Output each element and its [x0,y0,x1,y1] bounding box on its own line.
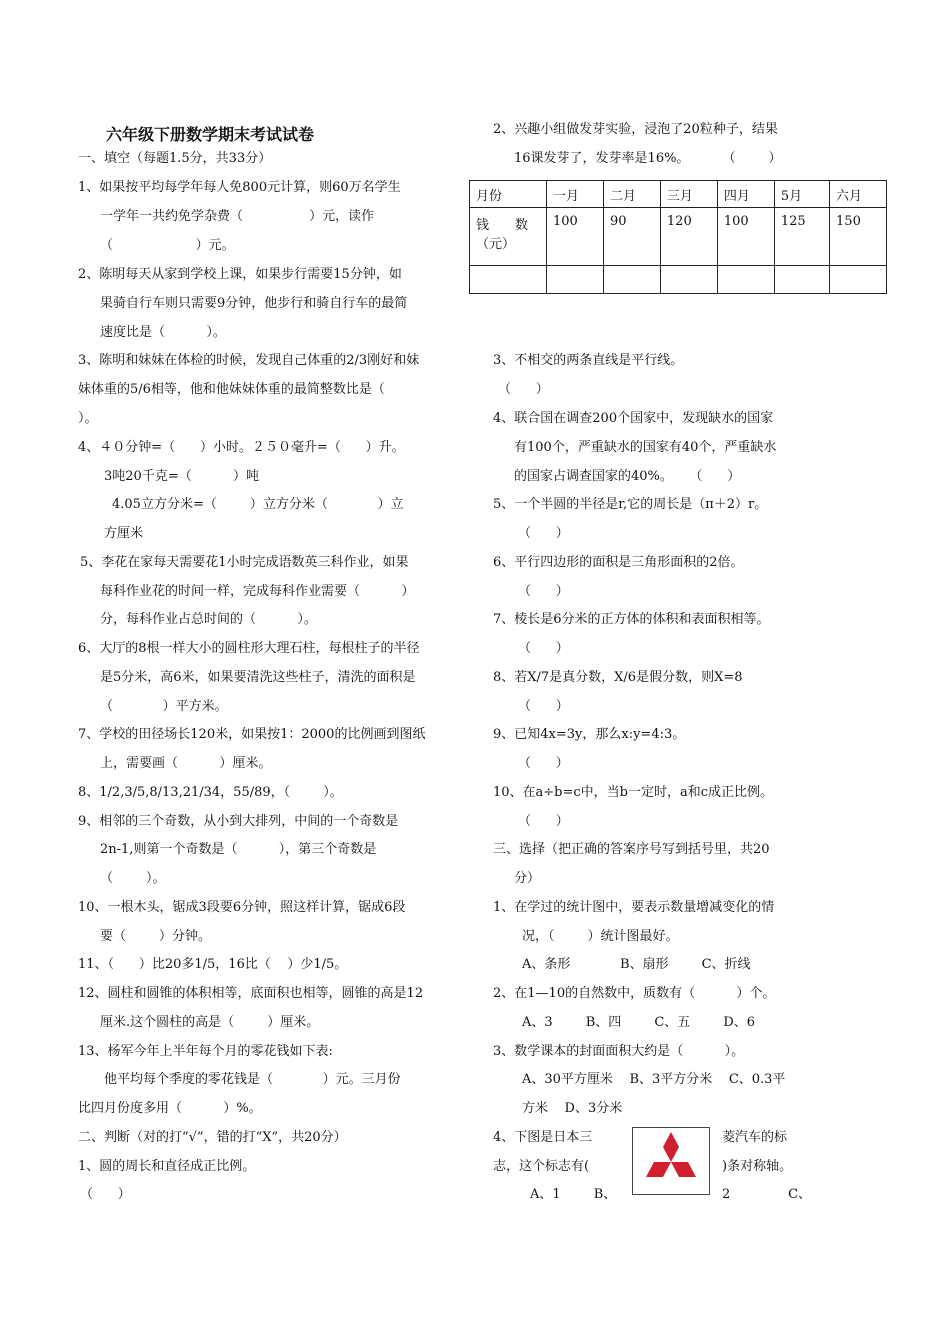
choice-options: 方米 D、3分米 [522,1101,623,1116]
question-text: 妹体重的5/6相等，他和他妹妹体重的最简整数比是（ [78,382,385,397]
question-text: 比四月份度多用（ ）%。 [78,1101,262,1116]
question-text: 2、在1—10的自然数中，质数有（ ）个。 [493,986,776,1001]
question-text: 2、陈明每天从家到学校上课，如果步行需要15分钟，如 [78,267,402,282]
question-text: 分，每科作业占总时间的（ ）。 [100,612,317,627]
question-text: )条对称轴。 [722,1159,793,1174]
question-text: 3、陈明和妹妹在体检的时候，发现自己体重的2/3刚好和妹 [78,353,420,368]
question-text: 速度比是（ ）。 [100,325,226,340]
question-text: 4、下图是日本三 [493,1130,593,1145]
question-text: 一学年一共约免学杂费（ ）元，读作 [100,209,375,224]
question-text: 3、数学课本的封面面积大约是（ ）。 [493,1044,745,1059]
question-text: 5、李花在家每天需要花1小时完成语数英三科作业，如果 [80,555,409,570]
question-text: 9、相邻的三个奇数，从小到大排列，中间的一个奇数是 [78,814,399,829]
table-cell [547,266,604,294]
question-text: 的国家占调查国家的40%。 （ ） [514,469,741,484]
table-cell [774,266,829,294]
table-header-cell: 四月 [717,181,774,208]
answer-bracket: （ ） [518,699,569,714]
question-text: 11、（ ）比20多1/5，16比（ ）少1/5。 [78,957,348,972]
section-choice: 三、选择（把正确的答案序号写到括号里，共20 [493,842,770,857]
answer-bracket: （ ） [518,584,569,599]
table-header-cell: 二月 [603,181,660,208]
question-text: 6、大厅的8根一样大小的圆柱形大理石柱，每根柱子的半径 [78,641,420,656]
exam-title: 六年级下册数学期末考试试卷 [106,125,315,144]
table-header-cell: 一月 [547,181,604,208]
choice-options: A、条形 B、扇形 C、折线 [522,957,751,972]
table-row-label [470,208,547,266]
table-header-cell: 六月 [830,181,887,208]
question-text: 果骑自行车则只需要9分钟，他步行和骑自行车的最简 [100,296,408,311]
question-text: 10、一根木头，锯成3段要6分钟，照这样计算，锯成6段 [78,900,406,915]
pocket-money-table [469,180,887,294]
table-cell [470,266,547,294]
section-true-false: 二、判断（对的打“√”，错的打“X”，共20分） [78,1130,347,1145]
answer-bracket: （ ） [518,756,569,771]
table-cell [660,266,717,294]
table-cell: 90 [603,208,660,266]
question-text: 10、在a÷b=c中，当b一定时，a和c成正比例。 [493,785,774,800]
question-text: 12、圆柱和圆锥的体积相等，底面积也相等，圆锥的高是12 [78,986,424,1001]
choice-options: 2 C、 [722,1187,812,1202]
question-text: 志，这个标志有( [493,1159,590,1174]
question-text: 方厘米 [104,526,144,541]
question-text: 4、４０分钟=（ ）小时。２５０毫升=（ ）升。 [78,440,405,455]
section-fill-blank: 一、填空（每题1.5分，共33分） [78,151,272,166]
answer-bracket: （ ） [498,382,549,397]
table-cell: 150 [830,208,887,266]
question-text: ）。 [78,411,98,426]
question-text: 7、棱长是6分米的正方体的体积和表面积相等。 [493,612,770,627]
mitsubishi-logo-icon [633,1128,709,1194]
question-text: 他平均每个季度的零花钱是（ ）元。三月份 [104,1072,401,1087]
table-cell [717,266,774,294]
choice-options: A、30平方厘米 B、3平方分米 C、0.3平 [522,1072,786,1087]
question-text: 3吨20千克=（ ）吨 [104,469,260,484]
section-choice: 分） [514,871,541,886]
question-text: 4、联合国在调查200个国家中，发现缺水的国家 [493,411,774,426]
answer-bracket: （ ） [518,814,569,829]
question-text: 3、不相交的两条直线是平行线。 [493,353,684,368]
question-text: 是5分米，高6米，如果要清洗这些柱子，清洗的面积是 [100,670,416,685]
answer-bracket: （ ） [80,1187,131,1202]
question-text: 16课发芽了，发芽率是16%。 （ ） [514,151,782,166]
choice-options: A、1 B、 [530,1187,617,1202]
question-text: 8、1/2,3/5,8/13,21/34，55/89，（ ）。 [78,785,343,800]
question-text: （ ）元。 [100,238,235,253]
question-text: 上，需要画（ ）厘米。 [100,756,272,771]
answer-bracket: （ ） [518,641,569,656]
table-cell: 100 [547,208,604,266]
question-text: 2、兴趣小组做发芽实验，浸泡了20粒种子，结果 [493,122,778,137]
table-cell: 125 [774,208,829,266]
question-text: 5、一个半圆的半径是r,它的周长是（π＋2）r。 [493,497,768,512]
unit-label: （元） [476,237,516,252]
table-header-cell: 5月 [774,181,829,208]
question-text: （ ）。 [100,871,166,886]
question-text: 1、在学过的统计图中，要表示数量增减变化的情 [493,900,775,915]
question-text: （ ）平方米。 [100,699,228,714]
table-cell: 120 [660,208,717,266]
question-text: 要（ ）分钟。 [100,929,212,944]
question-text: 厘米.这个圆柱的高是（ ）厘米。 [100,1015,320,1030]
table-cell: 100 [717,208,774,266]
question-text: 7、学校的田径场长120米，如果按1：2000的比例画到图纸 [78,727,426,742]
question-text: 1、如果按平均每学年每人免800元计算，则60万名学生 [78,180,401,195]
money-label: 钱 数 [476,218,529,233]
question-text: 8、若X/7是真分数，X/6是假分数，则X=8 [493,670,743,685]
question-text: 况，（ ）统计图最好。 [522,929,679,944]
question-text: 有100个，严重缺水的国家有40个，严重缺水 [514,440,777,455]
question-text: 菱汽车的标 [722,1130,788,1145]
question-text: 6、平行四边形的面积是三角形面积的2倍。 [493,555,744,570]
mitsubishi-logo-image [632,1127,710,1195]
table-header-cell: 月份 [470,181,547,208]
question-text: 1、圆的周长和直径成正比例。 [78,1159,256,1174]
question-text: 4.05立方分米=（ ）立方分米（ ）立 [112,497,404,512]
choice-options: A、3 B、四 C、五 D、6 [522,1015,756,1030]
table-header-cell: 三月 [660,181,717,208]
table-cell [830,266,887,294]
question-text: 13、杨军今年上半年每个月的零花钱如下表: [78,1044,333,1059]
question-text: 2n-1,则第一个奇数是（ ），第三个奇数是 [100,842,377,857]
answer-bracket: （ ） [518,526,569,541]
question-text: 每科作业花的时间一样，完成每科作业需要（ ） [100,584,415,599]
table-cell [603,266,660,294]
question-text: 9、已知4x=3y，那么x:y=4:3。 [493,727,686,742]
